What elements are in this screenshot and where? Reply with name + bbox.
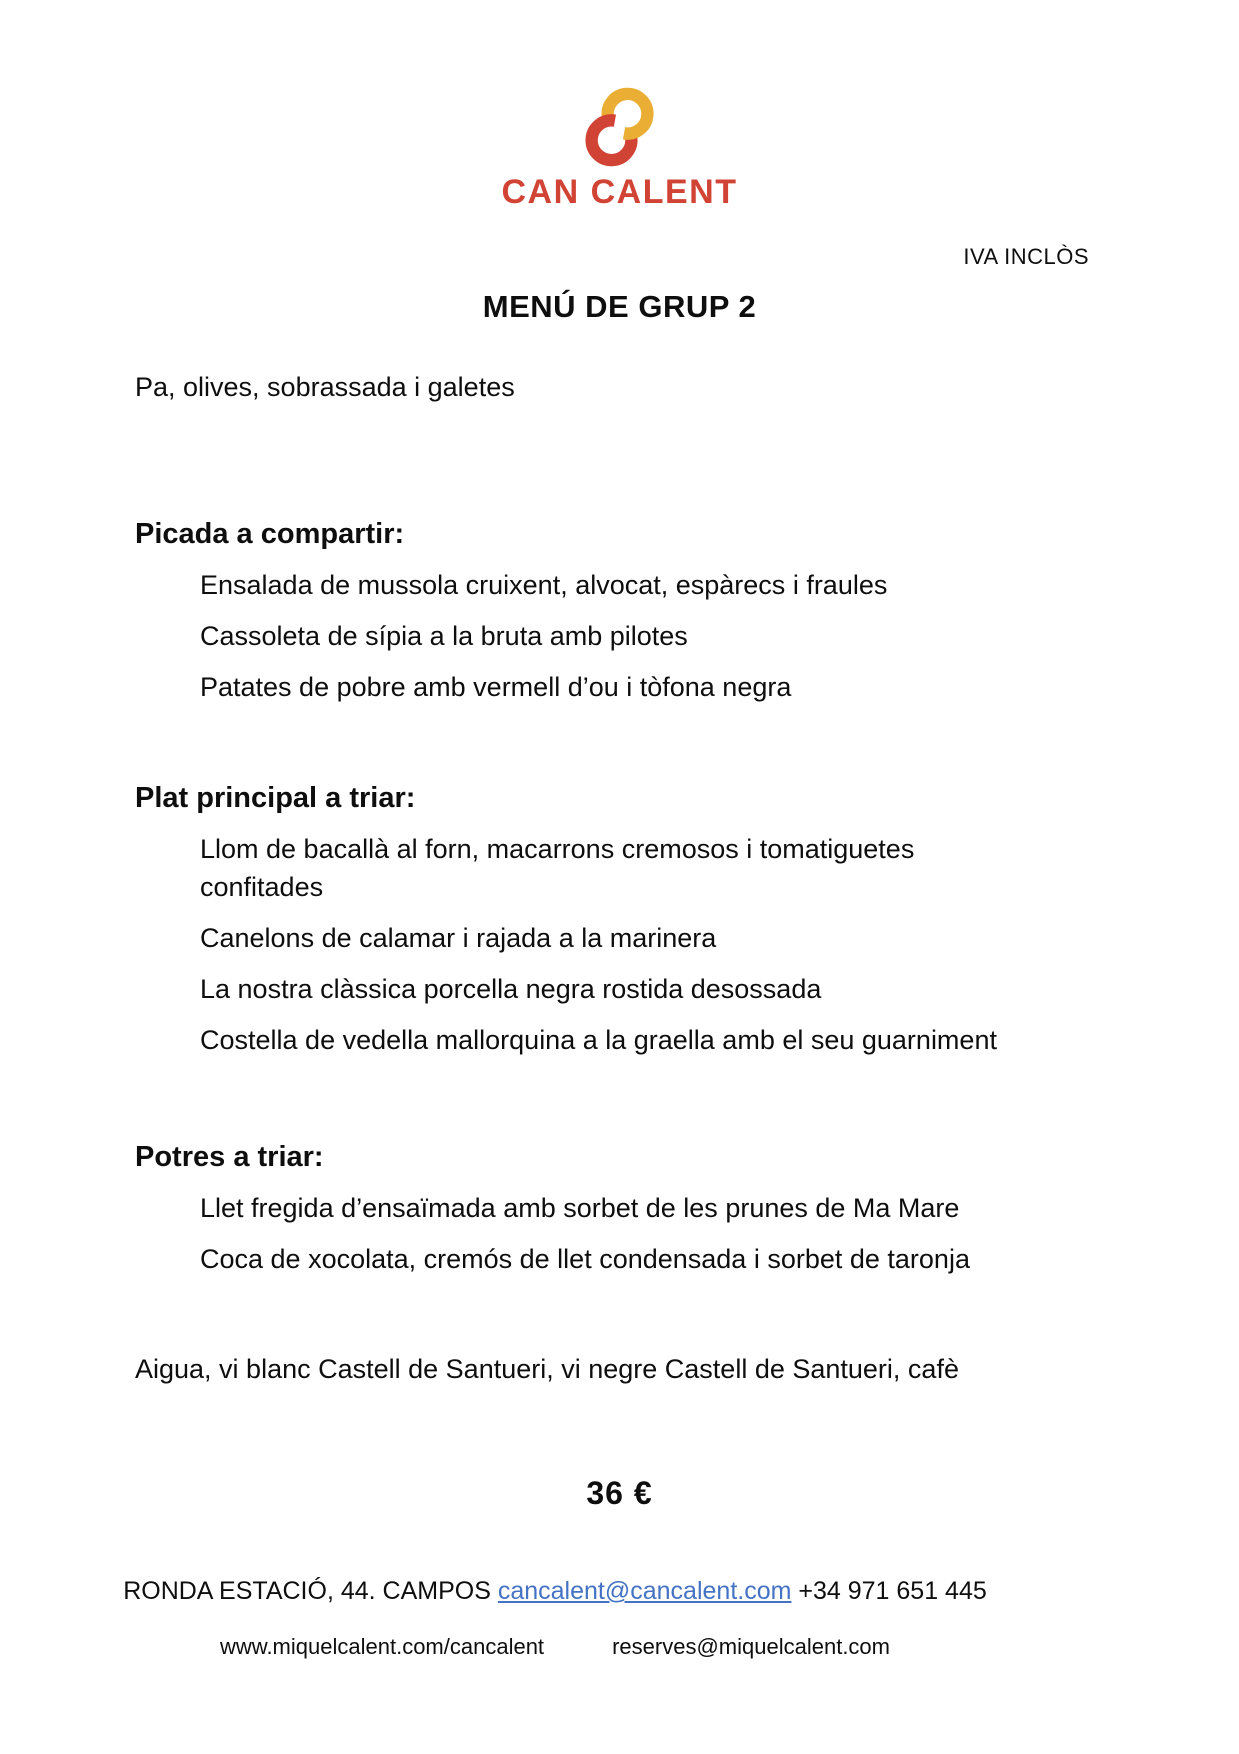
footer-web-line [220, 1632, 890, 1662]
menu-item-line: Coca de xocolata, cremós de llet condensada i sorbet de taronja [200, 1244, 970, 1274]
menu-item-line: Llom de bacallà al forn, macarrons cremosos i tomatiguetes [200, 834, 915, 864]
section-items [200, 1189, 1239, 1278]
beverages-line: Aigua, vi blanc Castell de Santueri, vi negre Castell de Santueri, cafè [135, 1354, 959, 1384]
can-calent-logo-icon [585, 85, 655, 169]
section-heading: Potres a triar: [135, 1141, 324, 1173]
section-postres [0, 1139, 1239, 1278]
menu-item [200, 1240, 1239, 1278]
menu-item-line: Cassoleta de sípia a la bruta amb pilotes [200, 621, 688, 651]
footer-email-link[interactable]: cancalent@cancalent.com [497, 1577, 792, 1605]
section-picada [0, 516, 1239, 706]
section-items [200, 566, 1239, 706]
section-heading: Picada a compartir: [135, 518, 405, 550]
logo-red-c [591, 120, 631, 160]
menu-item [200, 919, 1239, 957]
footer [0, 1575, 1239, 1662]
logo-yellow-overlap [624, 130, 639, 134]
page-title: MENÚ DE GRUP 2 [482, 289, 757, 324]
footer-phone: +34 971 651 445 [798, 1577, 987, 1605]
menu-item-line: Costella de vedella mallorquina a la graella amb el seu guarniment [200, 1025, 997, 1055]
tax-note: IVA INCLÒS [963, 244, 1089, 269]
menu-item [200, 1189, 1239, 1227]
section-items [200, 830, 1239, 1059]
menu-item-line: Ensalada de mussola cruixent, alvocat, espàrecs i fraules [200, 570, 888, 600]
section-heading: Plat principal a triar: [135, 782, 416, 814]
menu-item-line: Llet fregida d’ensaïmada amb sorbet de les prunes de Ma Mare [200, 1193, 960, 1223]
menu-item [200, 970, 1239, 1008]
footer-address: RONDA ESTACIÓ, 44. CAMPOS [123, 1577, 491, 1605]
intro-line: Pa, olives, sobrassada i galetes [135, 372, 515, 402]
section-plat-principal [0, 780, 1239, 1059]
brand-name: CAN CALENT [501, 173, 738, 211]
menu-item-line: La nostra clàssica porcella negra rostida desossada [200, 974, 822, 1004]
menu-item [200, 566, 1239, 604]
footer-reservations-email: reserves@miquelcalent.com [612, 1634, 890, 1659]
footer-contact-line [0, 1575, 1110, 1607]
menu-item-line: confitades [200, 872, 324, 902]
menu-item [200, 1021, 1239, 1059]
menu-price: 36 € [586, 1475, 653, 1511]
menu-item-line: Patates de pobre amb vermell d’ou i tòfona negra [200, 672, 792, 702]
menu-item [200, 668, 1239, 706]
menu-item [200, 617, 1239, 655]
menu-item-line: Canelons de calamar i rajada a la marinera [200, 923, 717, 953]
footer-website: www.miquelcalent.com/cancalent [220, 1634, 545, 1659]
menu-item [200, 830, 1239, 906]
